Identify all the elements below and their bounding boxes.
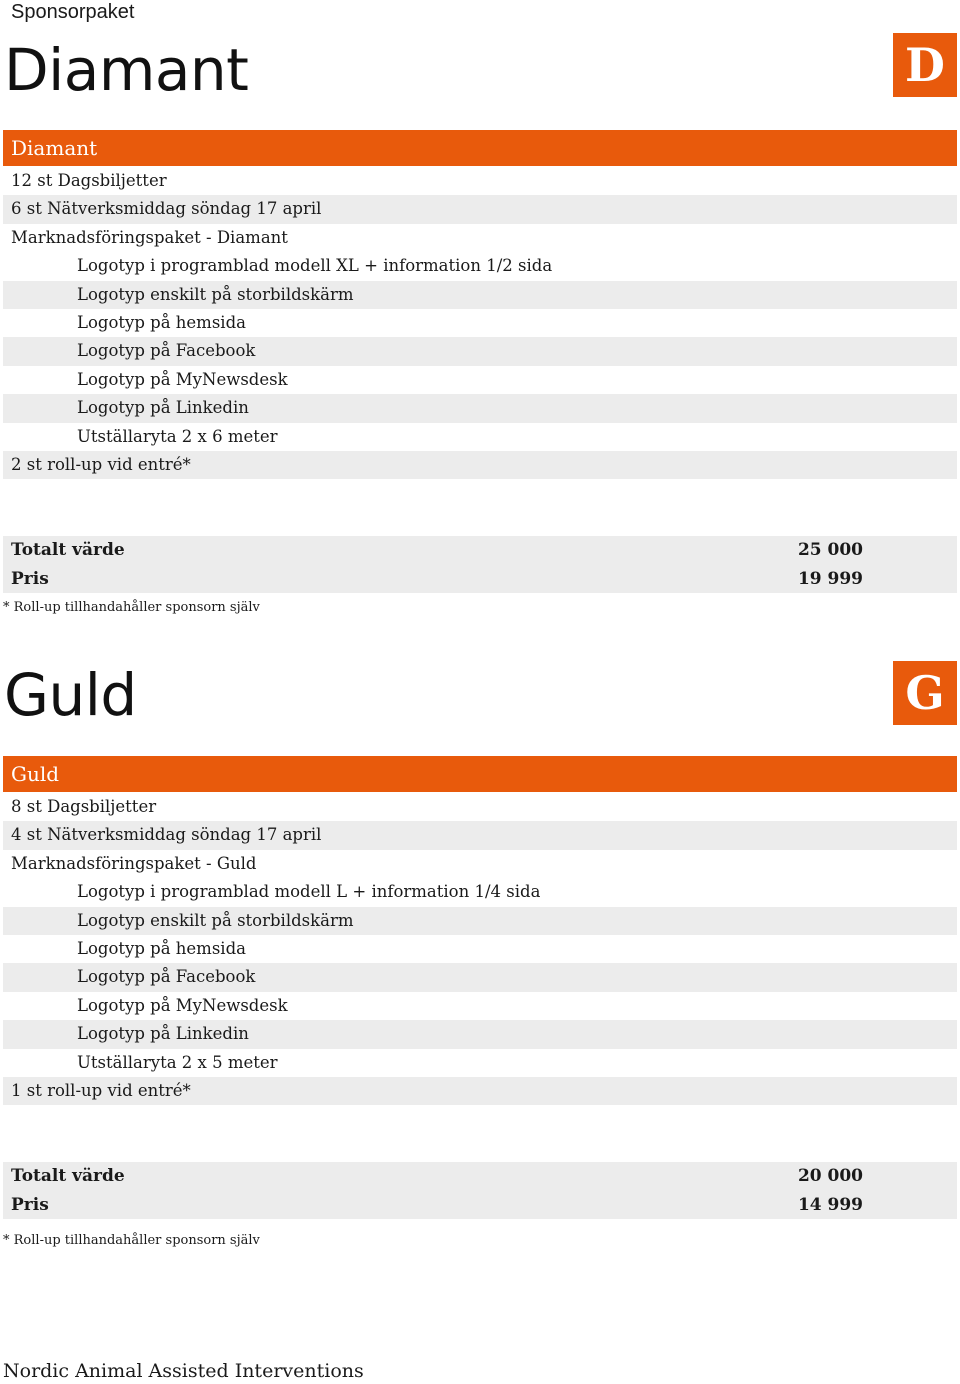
package-totals-guld: [3, 1162, 957, 1219]
list-item: Utställaryta 2 x 5 meter: [77, 1052, 278, 1072]
package-items-guld: [3, 793, 957, 1105]
package-badge-guld: G: [893, 661, 957, 725]
price-label: Pris: [11, 1194, 49, 1215]
price-amount: 14 999: [797, 1194, 863, 1215]
list-item: 8 st Dagsbiljetter: [11, 797, 157, 816]
package-totals-diamant: [3, 536, 957, 593]
package-items-diamant: [3, 167, 957, 479]
list-item: Logotyp i programblad modell XL + information 1/2 sida: [77, 256, 553, 276]
list-item: 6 st Nätverksmiddag söndag 17 april: [3, 195, 957, 223]
list-item: 12 st Dagsbiljetter: [11, 171, 167, 190]
package-band-guld: Guld: [3, 756, 957, 792]
list-item: 4 st Nätverksmiddag söndag 17 april: [3, 821, 957, 849]
list-item: 2 st roll-up vid entré*: [3, 451, 957, 479]
total-value-amount: 20 000: [797, 1166, 863, 1186]
list-item: Marknadsföringspaket - Diamant: [11, 227, 288, 247]
list-item: Logotyp på Facebook: [3, 963, 957, 991]
package-band-diamant: Diamant: [3, 130, 957, 166]
price-row: [3, 1191, 957, 1220]
total-value-label: Totalt värde: [11, 1166, 125, 1186]
price-label: Pris: [11, 568, 49, 589]
list-item: Utställaryta 2 x 6 meter: [77, 426, 278, 446]
package-badge-diamant: D: [893, 33, 957, 97]
list-item: 1 st roll-up vid entré*: [3, 1077, 957, 1105]
list-item: Logotyp enskilt på storbildskärm: [3, 281, 957, 309]
package-footnote-guld: * Roll-up tillhandahåller sponsorn själv: [3, 1233, 260, 1248]
total-value-label: Totalt värde: [11, 540, 125, 560]
list-item: Logotyp på hemsida: [77, 312, 246, 332]
document-footer: Nordic Animal Assisted Interventions: [3, 1360, 364, 1382]
list-item: Logotyp enskilt på storbildskärm: [3, 907, 957, 935]
total-value-row: [3, 1162, 957, 1191]
list-item: Marknadsföringspaket - Guld: [11, 853, 257, 873]
list-item: Logotyp på Linkedin: [3, 1020, 957, 1048]
list-item: Logotyp på MyNewsdesk: [77, 369, 288, 389]
package-title-guld: Guld: [4, 661, 137, 729]
total-value-amount: 25 000: [797, 540, 863, 560]
document-header-label: Sponsorpaket: [11, 1, 135, 23]
total-value-row: [3, 536, 957, 565]
list-item: Logotyp på hemsida: [77, 938, 246, 958]
price-row: [3, 565, 957, 594]
list-item: Logotyp på Linkedin: [3, 394, 957, 422]
package-footnote-diamant: * Roll-up tillhandahåller sponsorn själv: [3, 600, 260, 615]
list-item: Logotyp på MyNewsdesk: [77, 995, 288, 1015]
package-title-diamant: Diamant: [4, 36, 249, 104]
price-amount: 19 999: [797, 568, 863, 589]
list-item: Logotyp på Facebook: [3, 337, 957, 365]
list-item: Logotyp i programblad modell L + information 1/4 sida: [77, 882, 541, 902]
